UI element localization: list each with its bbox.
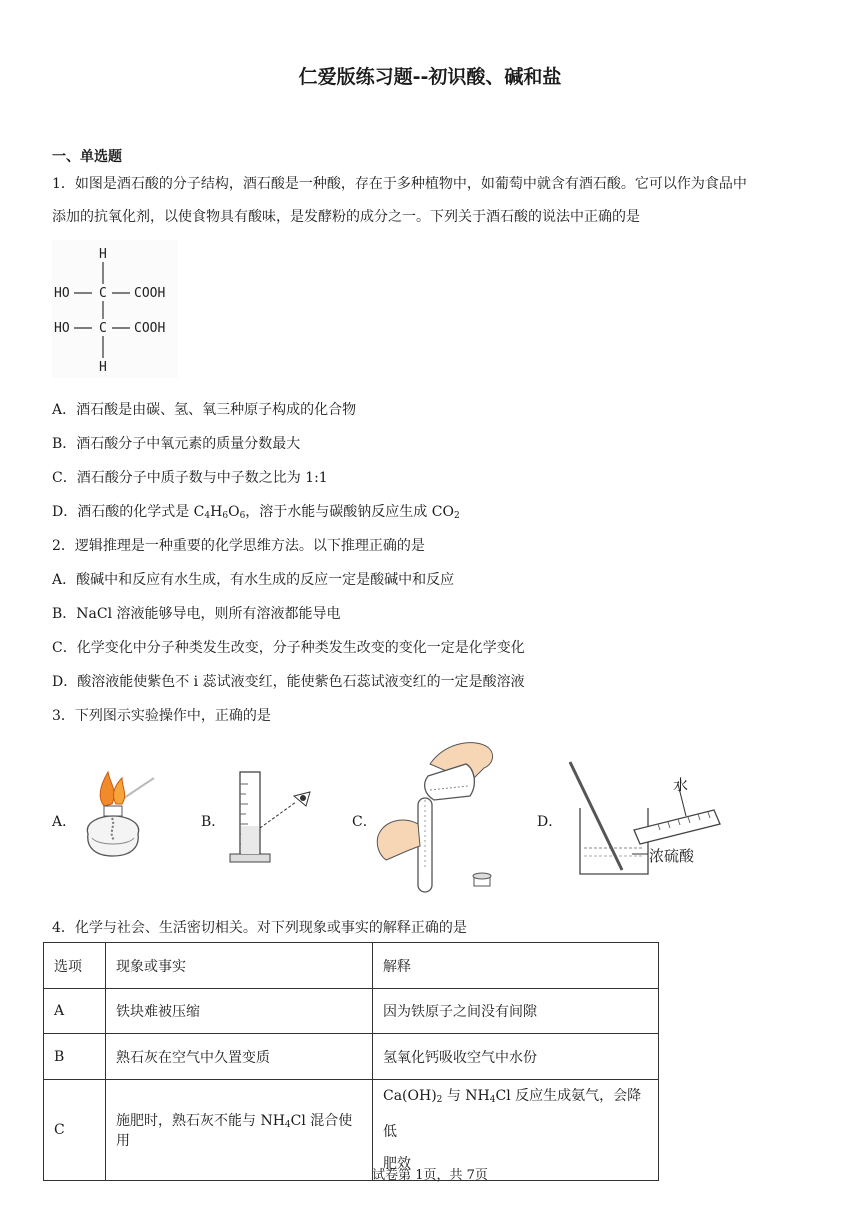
table-cell: $Ca(OH)_2$ 与 $NH_4Cl$ 反应生成氨气，会降低 肥效	[373, 1080, 659, 1181]
graduated-cylinder-image	[226, 768, 322, 866]
q1-option-c: C．酒石酸分子中质子数与中子数之比为 1:1	[52, 470, 328, 486]
q2-option-d: D．酸溶液能使紫色不 i 蕊试液变红，能使紫色石蕊试液变红的一定是酸溶液	[52, 674, 525, 690]
struct-h-top: H	[99, 247, 107, 262]
q2-option-b: B．NaCl 溶液能够导电，则所有溶液都能导电	[52, 606, 341, 622]
table-cell: 施肥时，熟石灰不能与 $NH_4Cl$ 混合使用	[106, 1080, 373, 1181]
table-cell: B	[44, 1034, 106, 1080]
q3-label-a: A．	[52, 814, 77, 830]
q2-option-c: C．化学变化中分子种类发生改变，分子种类发生改变的变化一定是化学变化	[52, 640, 525, 656]
q1-option-b: B．酒石酸分子中氧元素的质量分数最大	[52, 436, 301, 452]
table-cell: 因为铁原子之间没有间隙	[373, 989, 659, 1034]
page-footer: 试卷第 1页，共 7页	[372, 1168, 488, 1183]
q3-label-c: C．	[352, 814, 377, 830]
section-heading: 一、单选题	[52, 149, 122, 165]
table-header-cell: 现象或事实	[106, 943, 373, 989]
alcohol-lamp-image	[74, 768, 156, 866]
struct-cooh-1: COOH	[134, 286, 166, 301]
table-cell: 氢氧化钙吸收空气中水份	[373, 1034, 659, 1080]
table-cell: 熟石灰在空气中久置变质	[106, 1034, 373, 1080]
label-conc-sulfuric-acid: 浓硫酸	[649, 847, 695, 865]
q1-option-a: A．酒石酸是由碳、氢、氧三种原子构成的化合物	[52, 402, 357, 418]
q3-stem: 3．下列图示实验操作中，正确的是	[52, 708, 271, 724]
q1-stem-line1: 1．如图是酒石酸的分子结构，酒石酸是一种酸，存在于多种植物中，如葡萄中就含有酒石酸。它可以作为食品中	[52, 176, 747, 192]
struct-ho-1: HO	[54, 286, 70, 301]
struct-c-2: C	[99, 321, 107, 336]
q1-stem-line2: 添加的抗氧化剂，以使食物具有酸味，是发酵粉的成分之一。下列关于酒石酸的说法中正确的是	[52, 209, 640, 225]
page-title: 仁爱版练习题--初识酸、碱和盐	[298, 66, 562, 88]
q1-option-d: D．酒石酸的化学式是 $C_4H_6O_6$，溶于水能与碳酸钠反应生成 $CO_2$	[52, 504, 460, 521]
q4-stem: 4．化学与社会、生活密切相关。对下列现象或事实的解释正确的是	[52, 920, 467, 936]
struct-ho-2: HO	[54, 321, 70, 336]
struct-h-bottom: H	[99, 360, 107, 375]
table-cell: A	[44, 989, 106, 1034]
q4-table	[43, 942, 659, 1181]
table-cell: C	[44, 1080, 106, 1181]
q2-option-a: A．酸碱中和反应有水生成，有水生成的反应一定是酸碱中和反应	[52, 572, 455, 588]
struct-c-1: C	[99, 286, 107, 301]
q3-label-d: D．	[537, 814, 563, 830]
q2-stem: 2．逻辑推理是一种重要的化学思维方法。以下推理正确的是	[52, 538, 425, 554]
dilute-acid-image	[562, 758, 732, 882]
table-row	[44, 1034, 659, 1080]
table-header-cell: 选项	[44, 943, 106, 989]
table-header-cell: 解释	[373, 943, 659, 989]
pouring-liquid-image	[374, 738, 500, 894]
tartaric-acid-structure	[52, 240, 178, 378]
table-row	[44, 989, 659, 1034]
q3-label-b: B．	[201, 814, 226, 830]
table-cell: 铁块难被压缩	[106, 989, 373, 1034]
table-header-row	[44, 943, 659, 989]
label-water: 水	[673, 776, 689, 794]
struct-cooh-2: COOH	[134, 321, 166, 336]
